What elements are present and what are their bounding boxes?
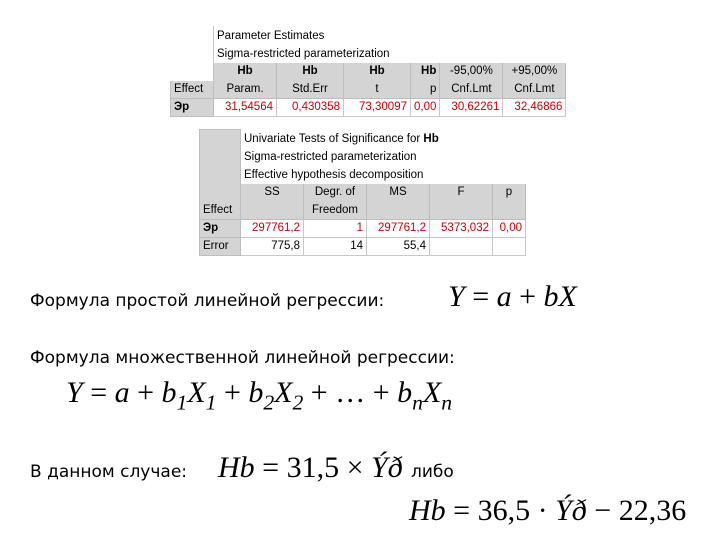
t1-cell-upper: 32,46866 (503, 99, 566, 117)
t1-col4-bottom: p (411, 81, 440, 99)
t2-effect-header: Effect (200, 202, 241, 220)
t2-blank-p (493, 202, 526, 220)
multi-b2: b (248, 376, 264, 409)
t2-side-4 (200, 184, 241, 202)
t2-col-p: p (493, 184, 526, 202)
t1-col6-bottom: Cnf.Lmt (503, 81, 566, 99)
t1-cell-stderr: 0,430358 (277, 99, 344, 117)
t2-title-1-prefix: Univariate Tests of Significance for (244, 132, 424, 145)
t2-row1-p: 0,00 (493, 220, 526, 238)
multi-x1: X (187, 376, 206, 409)
t2-row1-ms: 297761,2 (367, 220, 430, 238)
case-label: В данном случае: (30, 462, 188, 482)
t2-row2-ss: 775,8 (241, 238, 304, 256)
t1-col6-top: +95,00% (503, 63, 566, 81)
simple-lhs: Y (448, 280, 465, 313)
t2-col-df-top: Degr. of (304, 184, 367, 202)
t2-title-3: Effective hypothesis decomposition (241, 166, 526, 184)
t2-row1-effect: Эр (200, 220, 241, 238)
t1-col3-bottom: t (344, 81, 411, 99)
case2-lhs: Hb (409, 494, 446, 527)
multi-x1-sub: 1 (205, 390, 217, 415)
t2-blank-f (430, 202, 493, 220)
t2-side-1 (200, 130, 241, 148)
multiple-regression-label: Формула множественной линейной регрессии: (30, 348, 455, 368)
t1-cell-p: 0,00 (411, 99, 440, 117)
t2-side-3 (200, 166, 241, 184)
t2-row1-ss: 297761,2 (241, 220, 304, 238)
case-formula-2: Hb = 36,5 · Ýð − 22,36 (409, 494, 687, 527)
t1-blank-corner-2 (171, 45, 214, 63)
case1-var: Ýð (371, 451, 403, 484)
t1-cell-param: 31,54564 (214, 99, 277, 117)
multi-x2: X (274, 376, 293, 409)
t2-title-2: Sigma-restricted parameterization (241, 148, 526, 166)
or-word: либо (411, 462, 454, 482)
t1-col1-top: Hb (214, 63, 277, 81)
t2-col-ss: SS (241, 184, 304, 202)
t1-col2-top: Hb (277, 63, 344, 81)
t1-col5-top: -95,00% (440, 63, 503, 81)
case1-coef: 31,5 (286, 451, 340, 484)
t2-title-1 (241, 130, 526, 148)
t2-row1-df: 1 (304, 220, 367, 238)
t2-side-2 (200, 148, 241, 166)
t1-title-2: Sigma-restricted parameterization (214, 45, 566, 63)
case2-coef: 36,5 (477, 494, 531, 527)
t2-blank-ms (367, 202, 430, 220)
t1-cell-t: 73,30097 (344, 99, 411, 117)
simple-x: X (558, 280, 577, 313)
simple-a: a (496, 280, 512, 313)
t1-cell-lower: 30,62261 (440, 99, 503, 117)
case2-const: 22,36 (618, 494, 687, 527)
t2-col-df-bottom: Freedom (304, 202, 367, 220)
multi-xn-sub: n (441, 390, 453, 415)
t1-row-effect: Эр (171, 99, 214, 117)
t1-effect-header: Effect (171, 81, 214, 99)
case-formula-1: Hb = 31,5 × Ýð (218, 451, 403, 484)
t1-col4-top: Hb (411, 63, 440, 81)
t2-row2-effect: Error (200, 238, 241, 256)
multi-a: a (114, 376, 130, 409)
simple-regression-label: Формула простой линейной регрессии: (30, 291, 385, 311)
t2-row2-f (430, 238, 493, 256)
t2-row2-p (493, 238, 526, 256)
t2-row1-f: 5373,032 (430, 220, 493, 238)
multi-lhs: Y (66, 376, 83, 409)
multi-b1: b (161, 376, 177, 409)
t1-title-1: Parameter Estimates (214, 27, 566, 45)
parameter-estimates-table (170, 26, 566, 117)
simple-regression-formula: Y = a + bX (448, 280, 577, 313)
t1-col3-top: Hb (344, 63, 411, 81)
t2-title-1-bold: Hb (423, 132, 439, 145)
multi-bn: b (397, 376, 413, 409)
multi-x2-sub: 2 (292, 390, 304, 415)
simple-b: b (543, 280, 559, 313)
t2-blank-ss (241, 202, 304, 220)
multi-xn: X (422, 376, 442, 409)
univariate-tests-table (199, 129, 526, 256)
t2-row2-df: 14 (304, 238, 367, 256)
t1-col1-bottom: Param. (214, 81, 277, 99)
t1-blank-corner-3 (171, 63, 214, 81)
multi-b1-sub: 1 (176, 390, 188, 415)
t1-col5-bottom: Cnf.Lmt (440, 81, 503, 99)
t1-col2-bottom: Std.Err (277, 81, 344, 99)
t2-row2-ms: 55,4 (367, 238, 430, 256)
multi-b2-sub: 2 (263, 390, 275, 415)
multiple-regression-formula: $Y = a + b_1X_1 + b_2X_2$ + … + $b_nX_n$ (66, 376, 453, 415)
case1-lhs: Hb (218, 451, 255, 484)
t2-col-f: F (430, 184, 493, 202)
multi-bn-sub: n (412, 390, 423, 415)
t2-col-ms: MS (367, 184, 430, 202)
t1-blank-corner (171, 27, 214, 45)
case2-var: Ýð (555, 494, 587, 527)
